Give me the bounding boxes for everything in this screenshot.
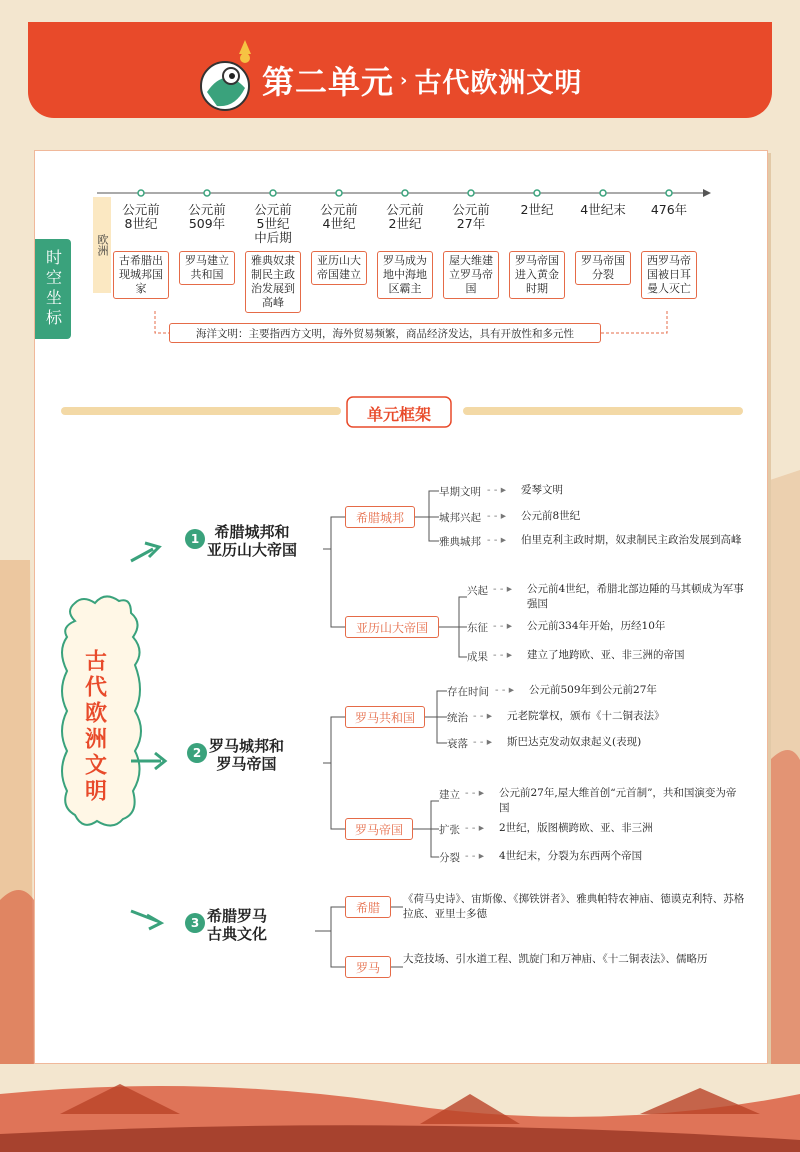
leaf-arrow: - - ▸ (473, 710, 493, 722)
leaf-value: 大竞技场、引水道工程、凯旋门和万神庙、《十二铜表法》、儒略历 (403, 953, 708, 965)
leaf-key: 兴起 (467, 585, 488, 597)
leaf-key: 分裂 (439, 852, 460, 864)
timeline-date: 公元前 2世纪 (386, 202, 424, 231)
sub-topic: 罗马共和国 (345, 706, 425, 728)
leaf-key: 存在时间 (447, 686, 489, 698)
leaf-key: 衰落 (447, 738, 468, 750)
leaf-value: 建立了地跨欧、亚、非三洲的帝国 (527, 649, 685, 661)
timeline-event: 雅典奴隶制民主政治发展到高峰 (245, 251, 301, 313)
title-separator: › (400, 69, 409, 91)
timeline-date: 4世纪末 (580, 202, 626, 217)
branch-number: 3 (185, 913, 205, 933)
leaf-value: 2世纪，版图横跨欧、亚、非三洲 (499, 822, 653, 834)
timeline-event: 罗马帝国分裂 (575, 251, 631, 285)
leaf-arrow: - - ▸ (493, 583, 513, 595)
leaf-arrow: - - ▸ (473, 736, 493, 748)
branch-label: 希腊城邦和 亚历山大帝国 (207, 523, 298, 559)
bottom-decoration (0, 1064, 800, 1152)
timeline-date: 公元前 5世纪 中后期 (254, 202, 292, 245)
leaf-value: 《荷马史诗》、宙斯像、《掷铁饼者》、雅典帕特农神庙、德谟克利特、苏格拉底、亚里士多德 (403, 893, 745, 920)
sub-topic: 希腊 (345, 896, 391, 918)
leaf-value: 斯巴达克发动奴隶起义(表现) (507, 736, 642, 748)
timeline-event: 屋大维建立罗马帝国 (443, 251, 499, 299)
leaf-arrow: - - ▸ (487, 510, 507, 522)
leaf-arrow: - - ▸ (495, 684, 515, 696)
timeline-event: 罗马建立共和国 (179, 251, 235, 285)
timeline-tab: 时空坐标 (35, 239, 71, 339)
leaf-value: 公元前27年,屋大维首创“元首制”，共和国演变为帝国 (499, 787, 737, 814)
leaf-value: 爱琴文明 (521, 484, 563, 496)
branch-label: 罗马城邦和 罗马帝国 (209, 737, 285, 773)
timeline-date: 公元前 27年 (452, 202, 490, 231)
timeline-date: 2世纪 (520, 202, 554, 217)
timeline-date: 公元前 509年 (188, 202, 226, 231)
unit-title (262, 50, 582, 110)
leaf-arrow: - - ▸ (465, 787, 485, 799)
leaf-value: 公元前8世纪 (521, 510, 581, 522)
sub-topic: 罗马 (345, 956, 391, 978)
timeline-event: 亚历山大帝国建立 (311, 251, 367, 285)
leaf-arrow: - - ▸ (487, 534, 507, 546)
region-label: 欧洲 (93, 197, 111, 293)
timeline-date: 476年 (650, 202, 688, 217)
sub-topic: 罗马帝国 (345, 818, 413, 840)
leaf-value: 公元前4世纪，希腊北部边陲的马其顿成为军事强国 (527, 583, 744, 610)
sub-topic: 亚历山大帝国 (345, 616, 439, 638)
timeline-event: 西罗马帝国被日耳曼人灭亡 (641, 251, 697, 299)
leaf-key: 扩张 (439, 824, 460, 836)
branch-label: 希腊罗马 古典文化 (207, 907, 268, 943)
leaf-value: 4世纪末，分裂为东西两个帝国 (499, 850, 643, 862)
timeline-event: 罗马成为地中海地区霸主 (377, 251, 433, 299)
timeline-event: 罗马帝国进入黄金时期 (509, 251, 565, 299)
leaf-arrow: - - ▸ (487, 484, 507, 496)
content-card (34, 150, 768, 1064)
leaf-arrow: - - ▸ (465, 850, 485, 862)
sub-topic: 希腊城邦 (345, 506, 415, 528)
leaf-value: 伯里克利主政时期，奴隶制民主政治发展到高峰 (521, 534, 742, 546)
mind-map-root: 古代欧洲文明 (81, 649, 108, 805)
framework-title: 单元框架 (366, 404, 431, 424)
leaf-value: 公元前334年开始，历经10年 (527, 620, 666, 632)
leaf-arrow: - - ▸ (493, 620, 513, 632)
leaf-arrow: - - ▸ (465, 822, 485, 834)
leaf-value: 元老院掌权，颁布《十二铜表法》 (507, 710, 665, 722)
leaf-key: 雅典城邦 (439, 536, 481, 548)
unit-subtitle: 古代欧洲文明 (414, 67, 583, 99)
mascot-icon (195, 36, 259, 114)
leaf-key: 城邦兴起 (439, 512, 481, 524)
timeline-date: 公元前 8世纪 (122, 202, 160, 231)
timeline-note: 海洋文明：主要指西方文明，海外贸易频繁，商品经济发达，具有开放性和多元性 (169, 323, 601, 343)
leaf-arrow: - - ▸ (493, 649, 513, 661)
branch-number: 1 (185, 529, 205, 549)
leaf-key: 成果 (467, 651, 488, 663)
leaf-key: 统治 (447, 712, 468, 724)
unit-number: 第二单元 (262, 63, 395, 101)
leaf-value: 公元前509年到公元前27年 (529, 684, 657, 696)
leaf-key: 早期文明 (439, 486, 481, 498)
leaf-key: 建立 (439, 789, 460, 801)
timeline-date: 公元前 4世纪 (320, 202, 358, 231)
leaf-key: 东征 (467, 622, 488, 634)
timeline-event: 古希腊出现城邦国家 (113, 251, 169, 299)
branch-number: 2 (187, 743, 207, 763)
